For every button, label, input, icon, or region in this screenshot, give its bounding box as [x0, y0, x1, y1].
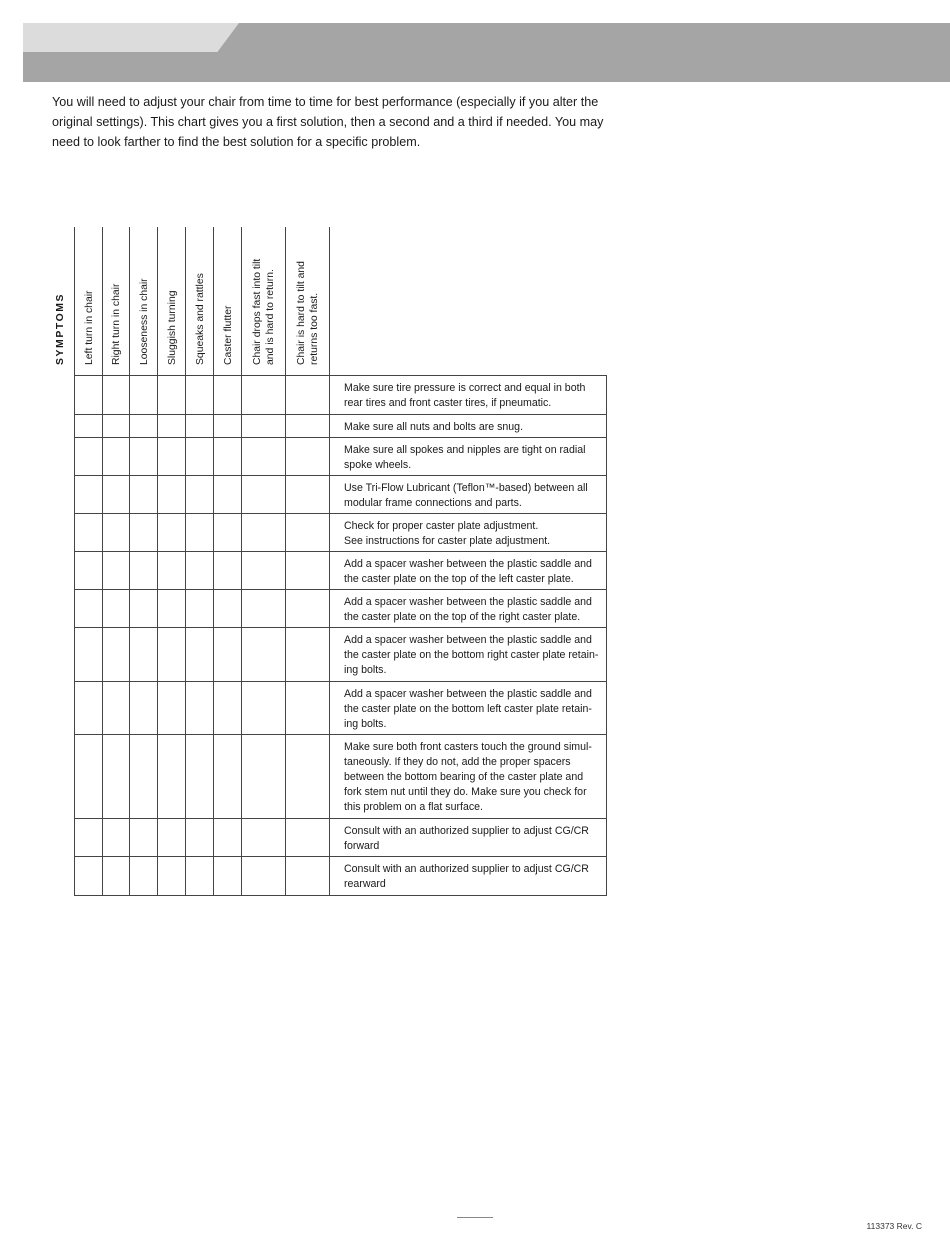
- row-divider: [74, 818, 607, 819]
- symptom-header: Looseness in chair: [138, 278, 150, 365]
- column-divider: [213, 227, 214, 895]
- remedy-cell: Add a spacer washer between the plastic saddle and the caster plate on the top of the right caster plate.: [344, 596, 592, 623]
- symptom-header: Chair drops fast into tilt and is hard to return.: [252, 258, 276, 365]
- row-divider: [74, 681, 607, 682]
- symptom-header: Chair is hard to tilt and returns too fast.: [296, 261, 320, 365]
- remedy-cell: Add a spacer washer between the plastic saddle and the caster plate on the bottom right caster plate retain-ing bolts.: [344, 634, 599, 676]
- row-divider: [74, 375, 607, 376]
- column-divider: [74, 227, 75, 895]
- column-divider: [129, 227, 130, 895]
- column-divider: [102, 227, 103, 895]
- header-tab: [23, 23, 239, 52]
- document-number: 113373 Rev. C: [866, 1221, 922, 1231]
- remedy-cell: Make sure all spokes and nipples are tight on radial spoke wheels.: [344, 444, 586, 471]
- remedy-cell: Use Tri-Flow Lubricant (Teflon™-based) between all modular frame connections and parts.: [344, 482, 588, 509]
- row-divider: [74, 627, 607, 628]
- row-divider: [74, 414, 607, 415]
- remedy-cell: Make sure both front casters touch the ground simul-taneously. If they do not, add the proper spacers between the bottom bearing of the caster plate and fork stem nut until they do. Make sure you check for this problem on a flat surface.: [344, 741, 592, 813]
- row-divider: [74, 589, 607, 590]
- symptom-header: Squeaks and rattles: [194, 273, 206, 365]
- column-divider: [185, 227, 186, 895]
- remedy-cell: Add a spacer washer between the plastic saddle and the caster plate on the bottom left caster plate retain-ing bolts.: [344, 688, 592, 730]
- remedy-cell: Check for proper caster plate adjustment. See instructions for caster plate adjustment.: [344, 520, 551, 547]
- column-divider: [606, 375, 607, 895]
- column-divider: [329, 227, 330, 895]
- row-divider: [74, 895, 607, 896]
- remedy-cell: Make sure tire pressure is correct and equal in both rear tires and front caster tires, if pneumatic.: [344, 382, 586, 409]
- symptoms-heading: SYMPTOMS: [55, 292, 66, 365]
- page-number-rule: [457, 1217, 493, 1218]
- remedy-cell: Make sure all nuts and bolts are snug.: [344, 421, 524, 433]
- remedy-cell: Consult with an authorized supplier to adjust CG/CR forward: [344, 825, 589, 852]
- row-divider: [74, 734, 607, 735]
- column-divider: [157, 227, 158, 895]
- column-divider: [285, 227, 286, 895]
- row-divider: [74, 475, 607, 476]
- symptom-header: Right turn in chair: [111, 283, 122, 365]
- row-divider: [74, 513, 607, 514]
- column-divider: [241, 227, 242, 895]
- symptom-header: Left turn in chair: [83, 290, 95, 365]
- symptom-header: Sluggish turning: [166, 290, 178, 365]
- row-divider: [74, 551, 607, 552]
- remedy-cell: Consult with an authorized supplier to adjust CG/CR rearward: [344, 863, 589, 890]
- intro-paragraph: You will need to adjust your chair from time to time for best performance (especially if you alter the original settings). This chart gives you a first solution, then a second and a third if needed. You may need to look farther to find the best solution for a specific problem.: [52, 95, 604, 149]
- symptoms-heading-area: [52, 227, 74, 375]
- remedy-cell: Add a spacer washer between the plastic saddle and the caster plate on the top of the left caster plate.: [344, 558, 592, 585]
- symptom-header: Caster flutter: [222, 305, 234, 365]
- troubleshooting-chart: [74, 227, 606, 895]
- row-divider: [74, 437, 607, 438]
- row-divider: [74, 856, 607, 857]
